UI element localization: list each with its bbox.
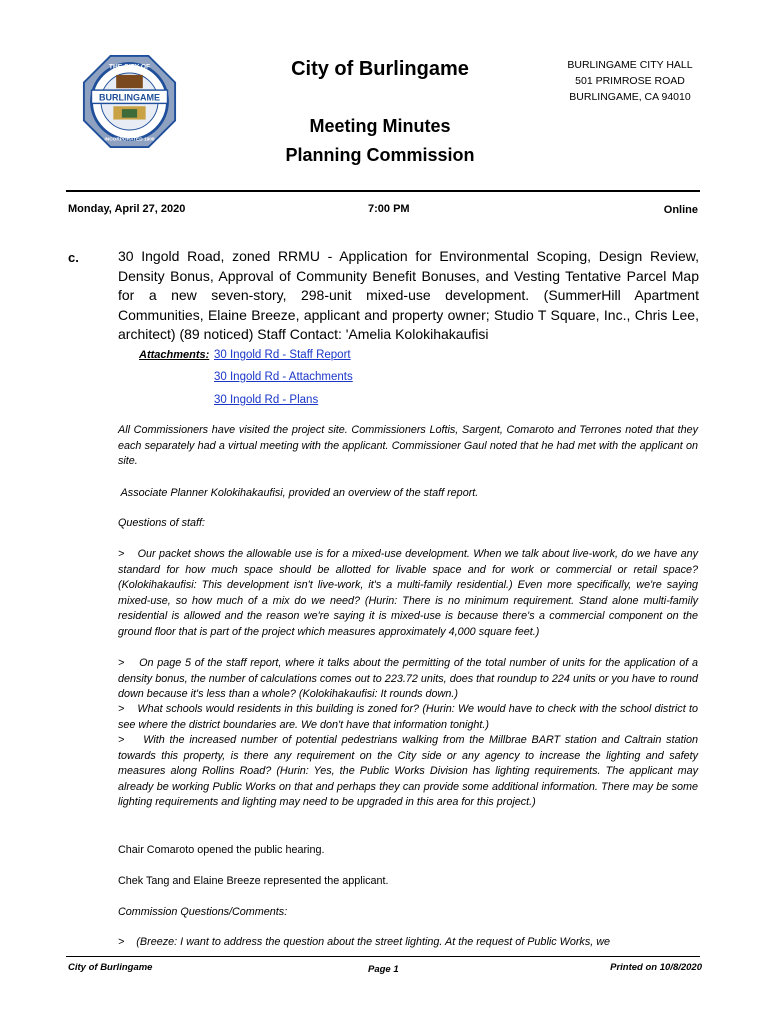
- footer-page-number: Page 1: [368, 964, 399, 975]
- footer-printed-date: Printed on 10/8/2020: [610, 962, 702, 973]
- address-line-2: 501 PRIMROSE ROAD: [575, 75, 685, 87]
- staff-question-1: > Our packet shows the allowable use is for a mixed-use development. When we talk about live-work, do we have any standard for how much space should be allotted for livable space and for work or commercial or retail space? (Kolokihakaufisi: This development isn't live-work, it's a multi-family residential.) Even more specifically, we're saying mixed-use, so how much of a mix do we need? (Hurin: There is no minimum requirement. Stand alone multi-family residential is allowed and the reason we're saying it is mixed-use is because there's a commercial component on the ground floor that is part of the project which measures approximately 4,000 square feet.): [118, 548, 701, 638]
- meeting-date: Monday, April 27, 2020: [68, 203, 186, 215]
- public-hearing-opened: Chair Comaroto opened the public hearing.: [118, 844, 325, 856]
- address-line-1: BURLINGAME CITY HALL: [567, 59, 693, 71]
- meeting-minutes-heading: Meeting Minutes: [309, 116, 451, 136]
- city-hall-address: [540, 57, 720, 105]
- top-divider: [66, 190, 700, 192]
- questions-of-staff-heading: Questions of staff:: [118, 517, 206, 529]
- staff-question-2: > On page 5 of the staff report, where it talks about the permitting of the total number of units for the application of a density bonus, the number of calculations comes out to 223.72 units, does that roundup to 224 units or you have to round down because it's less than a whole? (Kolokihakaufisi: It rounds down.): [118, 657, 701, 700]
- meeting-time: 7:00 PM: [368, 203, 410, 215]
- seal-top-text: THE CITY OF: [108, 63, 151, 71]
- document-subtitle: [230, 112, 530, 170]
- seal-bottom-text: INCORPORATED 1908: [104, 137, 155, 143]
- commissioner-site-visit-paragraph: All Commissioners have visited the project site. Commissioners Loftis, Sargent, Comaroto and Terrones noted that they each separately had a virtual meeting with the applicant. Commissioner Gaul noted that he had met with the applicant on site.: [118, 424, 698, 467]
- footer-divider: [66, 956, 700, 957]
- address-line-3: BURLINGAME, CA 94010: [569, 91, 691, 103]
- planning-commission-heading: Planning Commission: [285, 145, 475, 165]
- footer-city-name: City of Burlingame: [68, 962, 153, 973]
- meeting-location: Online: [663, 204, 698, 216]
- agenda-item-description: 30 Ingold Road, zoned RRMU - Application for Environmental Scoping, Design Review, Density Bonus, Approval of Community Benefit Bonuses, and Vesting Tentative Parcel Map for a new seven-story, 298-unit mixed-use development. (SummerHill Apartment Communities, Elaine Breeze, applicant and property owner; Studio T Square, Inc., Chris Lee, architect) (89 noticed) Staff Contact: 'Amelia Kolokihakaufisi: [118, 248, 699, 342]
- attachment-link-attachments[interactable]: 30 Ingold Rd - Attachments: [214, 371, 353, 383]
- attachments-label: Attachments:: [139, 349, 210, 361]
- document-title: City of Burlingame: [291, 58, 469, 80]
- attachment-link-staff-report[interactable]: 30 Ingold Rd - Staff Report: [214, 349, 351, 361]
- agenda-item-letter: c.: [68, 250, 79, 265]
- attachment-link-plans[interactable]: 30 Ingold Rd - Plans: [214, 394, 319, 406]
- seal-name-text: BURLINGAME: [98, 92, 161, 103]
- staff-question-3: > What schools would residents in this building is zoned for? (Hurin: We would have to check with the school district to see where the district boundaries are. We don't have that information tonight.): [118, 703, 701, 731]
- applicant-representatives: Chek Tang and Elaine Breeze represented the applicant.: [118, 875, 389, 887]
- city-seal-logo: [82, 54, 177, 149]
- commission-comment-1: > (Breeze: I want to address the question about the street lighting. At the request of Public Works, we: [118, 936, 611, 948]
- staff-question-4: > With the increased number of potential pedestrians walking from the Millbrae BART station and Caltrain station towards this property, is there any requirement on the City side or any agency to increase the lighting and safety measures along Rollins Road? (Hurin: Yes, the Public Works Division has lighting requirements. The applicant may already be working Public Works on that and perhaps they can provide some additional information. There may be some lighting requirements and lighting may need to be upgraded in this area for this project.): [118, 734, 701, 808]
- staff-report-overview-paragraph: Associate Planner Kolokihakaufisi, provided an overview of the staff report.: [118, 487, 479, 499]
- commission-comments-heading: Commission Questions/Comments:: [118, 906, 288, 918]
